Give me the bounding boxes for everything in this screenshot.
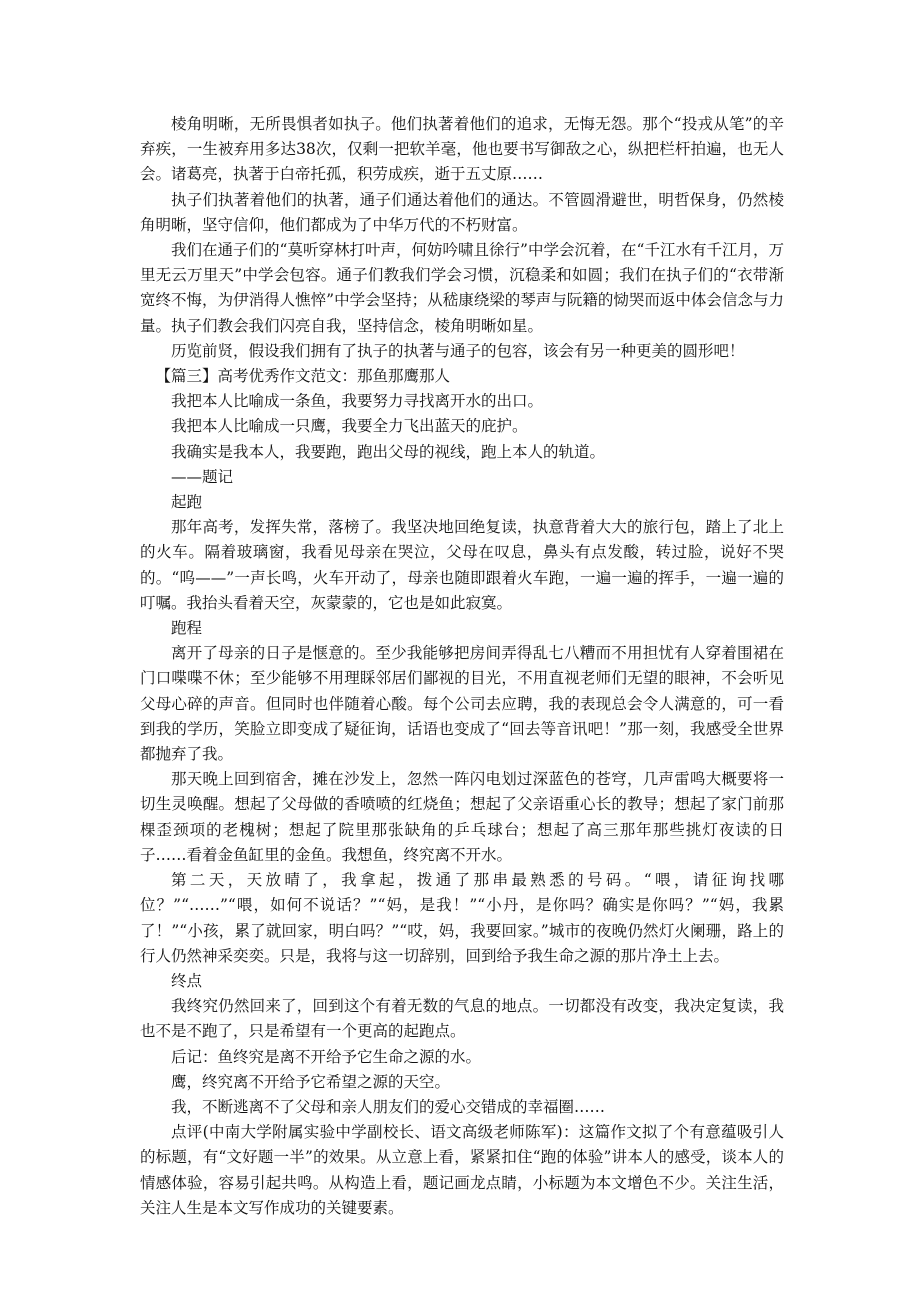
subheading: 终点 <box>171 971 203 990</box>
paragraph: 历览前贤，假设我们拥有了执子的执著与通子的包容，该会有另一种更美的圆形吧！ <box>171 341 745 360</box>
paragraph: 我们在通子们的“莫听穿林打叶声，何妨吟啸且徐行”中学会沉着，在“千江水有千江月，万里无云万里天”中学会包容。通子们教我们学会习惯，沉稳柔和如圆；我们在执子们的“衣带渐宽终不悔，为伊消得人憔悴”中学会坚持；从嵇康绕梁的琴声与阮籍的恸哭而返中体会信念与力量。执子们教会我们闪亮自我，坚持信念，棱角明晰如星。 <box>140 241 784 335</box>
paragraph: 那年高考，发挥失常，落榜了。我坚决地回绝复读，执意背着大大的旅行包，踏上了北上的火车。隔着玻璃窗，我看见母亲在哭泣，父母在叹息，鼻头有点发酸，转过脸，说好不哭的。“呜——”一声长鸣，火车开动了，母亲也随即跟着火车跑，一遍一遍的挥手，一遍一遍的叮嘱。我抬头看着天空，灰蒙蒙的，它也是如此寂寞。 <box>140 518 784 612</box>
paragraph: 我，不断逃离不了父母和亲人朋友们的爱心交错成的幸福圈…… <box>171 1097 606 1116</box>
subheading: 起跑 <box>171 493 203 512</box>
paragraph: 我终究仍然回来了，回到这个有着无数的气息的地点。一切都没有改变，我决定复读，我也不是不跑了，只是希望有一个更高的起跑点。 <box>140 997 784 1041</box>
section-heading: 【篇三】高考优秀作文范文：那鱼那鹰那人 <box>155 367 451 386</box>
paragraph: 那天晚上回到宿舍，摊在沙发上，忽然一阵闪电划过深蓝色的苍穹，几声雷鸣大概要将一切生灵唤醒。想起了父母做的香喷喷的红烧鱼；想起了父亲语重心长的教导；想起了家门前那棵歪颈项的老槐树；想起了院里那张缺角的乒乓球台；想起了高三那年那些挑灯夜读的日子……看着金鱼缸里的金鱼。我想鱼，终究离不开水。 <box>140 770 784 864</box>
epigraph-attribution: ——题记 <box>171 467 234 486</box>
paragraph: 后记：鱼终究是离不开给予它生命之源的水。 <box>171 1047 482 1066</box>
subheading: 跑程 <box>171 619 203 638</box>
paragraph: 第二天，天放晴了，我拿起，拨通了那串最熟悉的号码。“喂，请征询找哪位？”“……”“喂，如何不说话？”“妈，是我！”“小丹，是你吗？确实是你吗？”“妈，我累了！”“小孩，累了就回家，明白吗？”“哎，妈，我要回家。”城市的夜晚仍然灯火阑珊，路上的行人仍然神采奕奕。只是，我将与这一切辞别，回到给予我生命之源的那片净土上去。 <box>140 871 784 965</box>
document-body <box>140 112 784 1221</box>
paragraph: 棱角明晰，无所畏惧者如执子。他们执著着他们的追求，无悔无怨。那个“投戎从笔”的辛弃疾，一生被弃用多达38次，仅剩一把软羊毫，他也要书写御敌之心，纵把栏杆拍遍，也无人会。诸葛亮，执著于白帝托孤，积劳成疾，逝于五丈原…… <box>140 115 784 184</box>
paragraph: 我把本人比喻成一条鱼，我要努力寻找离开水的出口。 <box>171 392 544 411</box>
paragraph: 执子们执著着他们的执著，通子们通达着他们的通达。不管圆滑避世，明哲保身，仍然棱角明晰，坚守信仰，他们都成为了中华万代的不朽财富。 <box>140 190 784 234</box>
commentary-paragraph: 点评(中南大学附属实验中学副校长、语文高级老师陈军)：这篇作文拟了个有意蕴吸引人的标题，有“文好题一半”的效果。从立意上看，紧紧扣住“跑的体验”讲本人的感受，谈本人的情感体验，容易引起共鸣。从构造上看，题记画龙点睛，小标题为本文增色不少。关注生活，关注人生是本文写作成功的关键要素。 <box>140 1123 784 1217</box>
paragraph: 鹰，终究离不开给予它希望之源的天空。 <box>171 1072 451 1091</box>
paragraph: 我把本人比喻成一只鹰，我要全力飞出蓝天的庇护。 <box>171 417 528 436</box>
paragraph: 我确实是我本人，我要跑，跑出父母的视线，跑上本人的轨道。 <box>171 442 606 461</box>
paragraph: 离开了母亲的日子是惬意的。至少我能够把房间弄得乱七八糟而不用担忧有人穿着围裙在门口喋喋不休；至少能够不用理睬邻居们鄙视的目光，不用直视老师们无望的眼神，不会听见父母心碎的声音。但同时也伴随着心酸。每个公司去应聘，我的表现总会令人满意的，可一看到我的学历，笑脸立即变成了疑征询，话语也变成了“回去等音讯吧！”那一刻，我感受全世界都抛弃了我。 <box>140 644 784 764</box>
